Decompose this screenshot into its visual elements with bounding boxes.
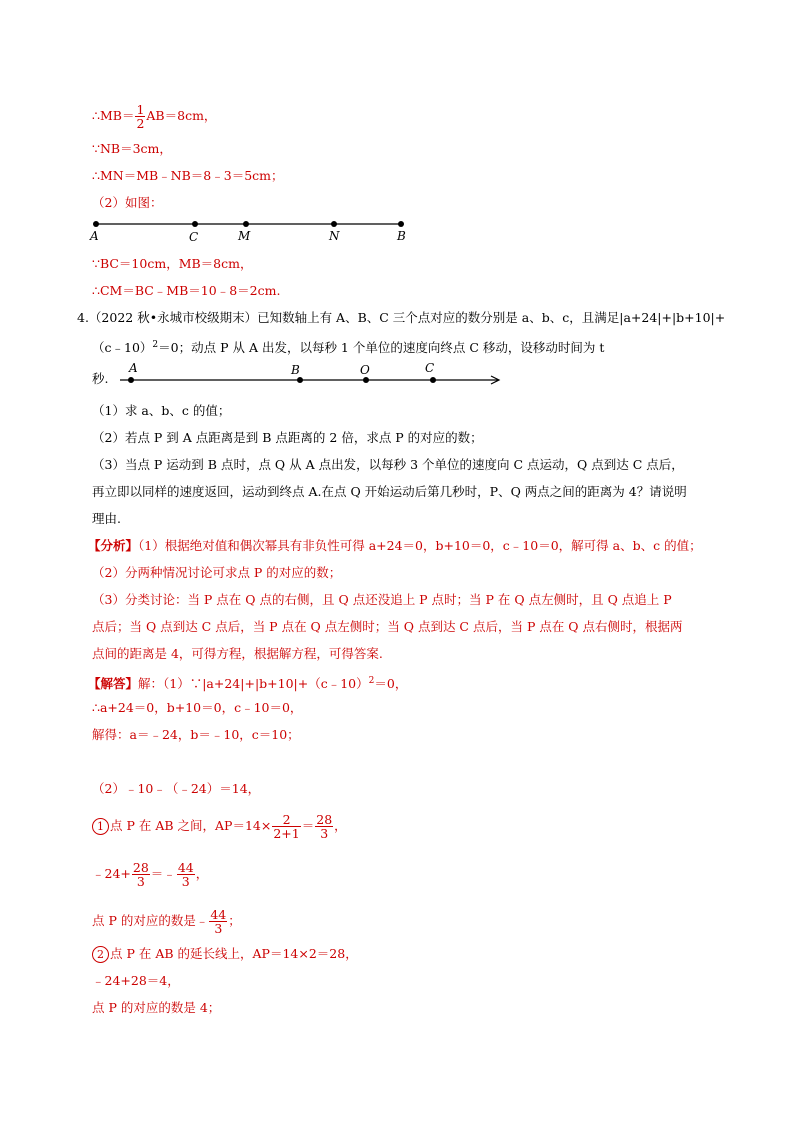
solution-line-1 [88, 673, 407, 692]
denominator: 2 [136, 116, 145, 131]
text: ∴MB＝ [92, 108, 135, 123]
text: 点 P 在 AB 的延长线上，AP＝14×2＝28， [110, 946, 358, 961]
circled-number: 2 [92, 946, 109, 963]
analysis-line-3: （3）分类讨论：当 P 点在 Q 点的右侧，且 Q 点还没追上 P 点时；当 P 在 Q 点左侧时，且 Q 点追上 P [92, 592, 672, 607]
fraction [177, 861, 195, 888]
text: ＝0， [374, 676, 408, 692]
equation-2-line: ﹣24+28＝4， [92, 973, 180, 988]
solution-line-figure-intro: （2）如图： [92, 195, 163, 210]
point-label-m: M [238, 229, 251, 243]
solution-line-2: ∴a+24＝0，b+10＝0，c﹣10＝0， [92, 700, 303, 715]
question-4-part-2: （2）若点 P 到 A 点距离是到 B 点距离的 2 倍，求点 P 的对应的数； [92, 430, 483, 445]
axis-point-label-a: A [129, 361, 138, 375]
text: 解：（1）∵|a+24|+|b+10|+（c﹣10） [138, 676, 369, 692]
question-4-line-3: 秒. [92, 371, 109, 386]
question-4-line-1: 4.（2022 秋•永城市校级期末）已知数轴上有 A、B、C 三个点对应的数分别是 a、b、c，且满足|a+24|+|b+10|+ [77, 310, 726, 325]
denominator: 3 [136, 874, 145, 889]
fraction [209, 908, 227, 935]
point-label-n: N [329, 229, 340, 243]
text: ＝﹣ [150, 866, 176, 881]
analysis-line-5: 点间的距离是 4，可得方程，根据解方程，可得答案. [92, 646, 383, 661]
fraction [315, 813, 333, 840]
numerator: 1 [136, 102, 145, 117]
analysis-line-1 [88, 538, 702, 554]
fraction [272, 813, 300, 840]
fraction [135, 103, 145, 130]
text: ＝0；动点 P 从 A 出发，以每秒 1 个单位的速度向终点 C 移动，设移动时间为 t [158, 340, 605, 356]
fraction [132, 861, 150, 888]
question-4-part-1: （1）求 a、b、c 的值； [92, 403, 231, 418]
text: ； [228, 913, 241, 928]
solution-line-4: （2）﹣10﹣（﹣24）＝14， [92, 781, 261, 796]
solution-tag: 【解答】 [88, 676, 139, 692]
superscript: 2 [368, 676, 375, 686]
numerator: 44 [210, 907, 227, 922]
text: ＝ [301, 818, 315, 833]
analysis-line-2: （2）分两种情况讨论可求点 P 的对应的数； [92, 565, 342, 580]
denominator: 3 [181, 874, 190, 889]
text: ， [195, 866, 209, 881]
question-4-part-3-line-3: 理由. [92, 511, 121, 526]
number-line-figure [118, 360, 508, 388]
solution-line-3: 解得：a＝﹣24，b＝﹣10，c＝10； [92, 727, 300, 742]
analysis-tag: 【分析】 [88, 538, 139, 553]
equation-1-line [92, 861, 208, 888]
numerator: 44 [177, 860, 194, 875]
text: 点 P 在 AB 之间，AP＝14× [110, 818, 272, 833]
text: ， [334, 818, 347, 833]
numerator: 2 [272, 813, 300, 827]
denominator: 2+1 [273, 826, 300, 841]
case-2-line [92, 946, 358, 963]
text: 点 P 的对应的数是﹣ [92, 913, 209, 928]
denominator: 3 [214, 921, 223, 936]
analysis-line-4: 点后；当 Q 点到达 C 点后，当 P 点在 Q 点左侧时；当 Q 点到达 C 点后，当 P 点在 Q 点右侧时，根据两 [92, 619, 683, 634]
text: （1）根据绝对值和偶次幂具有非负性可得 a+24＝0，b+10＝0，c﹣10＝0，解可得 a、b、c 的值； [138, 538, 702, 553]
denominator: 3 [320, 826, 329, 841]
circled-number: 1 [92, 818, 109, 835]
point-p-answer-2: 点 P 的对应的数是 4； [92, 1000, 221, 1015]
text: （c﹣10） [92, 340, 153, 356]
point-label-b: B [397, 229, 406, 243]
point-label-c: C [189, 230, 199, 244]
text: ﹣24+ [92, 866, 131, 881]
solution-line-mn: ∴MN＝MB﹣NB＝8﹣3＝5cm； [92, 168, 284, 183]
point-p-answer-1 [92, 908, 241, 935]
numerator: 28 [132, 860, 149, 875]
segment-figure [85, 214, 415, 244]
text: AB＝8cm， [146, 108, 217, 123]
axis-point-label-c: C [425, 361, 435, 375]
superscript: 2 [152, 340, 159, 350]
point-label-a: A [90, 229, 99, 243]
axis-point-label-b: B [291, 363, 300, 377]
question-4-part-3-line-1: （3）当点 P 运动到 B 点时，点 Q 从 A 点出发，以每秒 3 个单位的速度向 C 点运动，Q 点到达 C 点后， [92, 457, 684, 472]
numerator: 28 [316, 812, 333, 827]
solution-line-mb [92, 103, 216, 130]
case-1-line [92, 813, 347, 840]
solution-line-bc: ∵BC＝10cm，MB＝8cm， [92, 256, 253, 271]
question-4-part-3-line-2: 再立即以同样的速度返回，运动到终点 A.在点 Q 开始运动后第几秒时，P、Q 两点之间的距离为 4？请说明 [92, 484, 687, 499]
question-4-line-2 [92, 337, 604, 356]
solution-line-nb: ∵NB＝3cm， [92, 141, 172, 156]
axis-point-label-o: O [360, 363, 370, 377]
solution-line-cm: ∴CM＝BC﹣MB＝10﹣8＝2cm. [92, 283, 281, 298]
